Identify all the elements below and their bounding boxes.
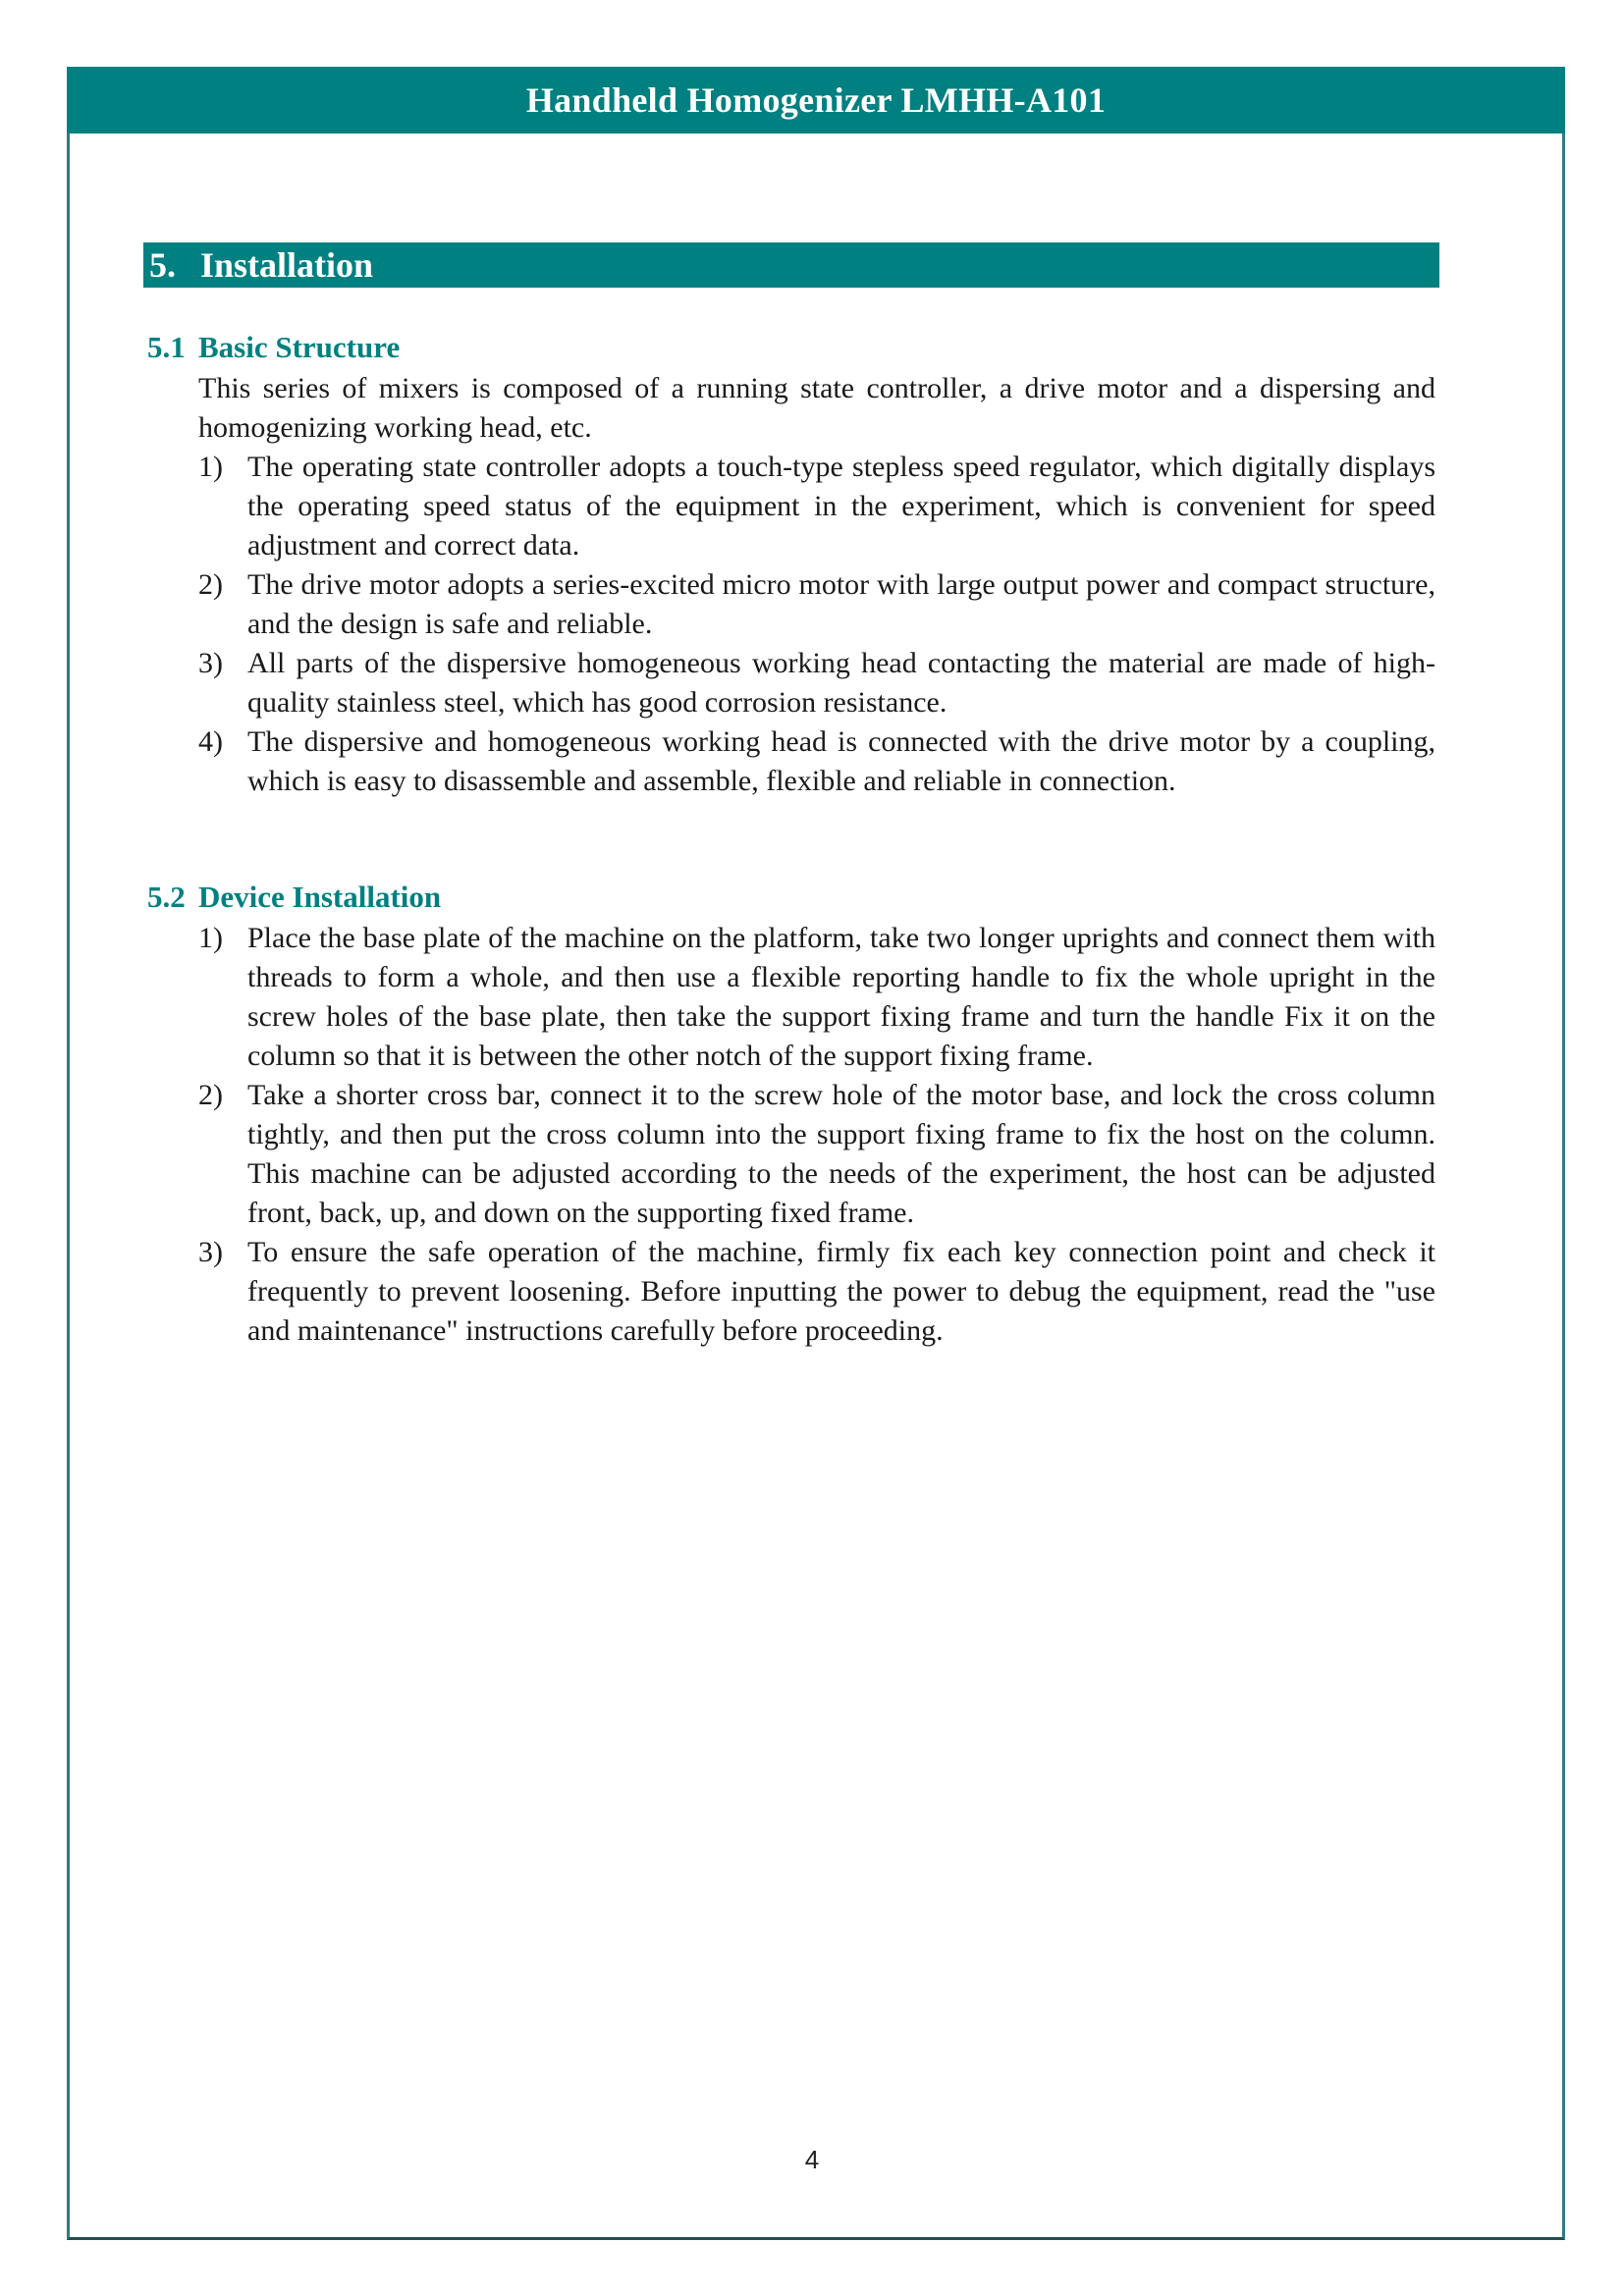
list-item [198, 644, 1435, 722]
subsection-heading-basic-structure [147, 330, 400, 365]
device-installation-list [198, 919, 1435, 1351]
list-item-number: 4) [198, 725, 223, 758]
subsection-heading-device-installation [147, 880, 441, 915]
list-item [198, 919, 1435, 1076]
list-item-text: The operating state controller adopts a touch-type stepless speed regulator, which digitally displays the operating speed status of the equipment in the experiment, which is convenient for speed adjustment and correct data. [247, 451, 1435, 561]
document-title: Handheld Homogenizer LMHH-A101 [525, 80, 1107, 120]
basic-structure-list [198, 448, 1435, 801]
subsection-title: Basic Structure [198, 330, 401, 364]
list-item-text: The dispersive and homogeneous working head is connected with the drive motor by a coupling, which is easy to disassemble and assemble, flexible and reliable in connection. [247, 725, 1435, 797]
subsection-number: 5.1 [147, 330, 186, 364]
list-item-number: 2) [198, 1079, 223, 1111]
list-item-number: 1) [198, 451, 223, 483]
subsection-number: 5.2 [147, 880, 186, 914]
basic-structure-intro: This series of mixers is composed of a running state controller, a drive motor and a dispersing and homogenizing working head, etc. [198, 372, 1435, 444]
list-item-text: To ensure the safe operation of the machine, firmly fix each key connection point and check it frequently to prevent loosening. Before inputting the power to debug the equipment, read the "use and maintenance" instructions carefully before proceeding. [247, 1236, 1435, 1347]
list-item [198, 1076, 1435, 1233]
subsection-title: Device Installation [198, 880, 442, 914]
section-heading [143, 242, 1439, 288]
section-title: Installation [200, 245, 374, 285]
page-number: 4 [804, 2145, 820, 2174]
list-item [198, 448, 1435, 565]
list-item-text: Place the base plate of the machine on the platform, take two longer uprights and connect them with threads to form a whole, and then use a flexible reporting handle to fix the whole upright in the screw holes of the base plate, then take the support fixing frame and turn the handle Fix it on the column so that it is between the other notch of the support fixing frame. [247, 922, 1435, 1072]
list-item-number: 1) [198, 922, 223, 954]
list-item-number: 3) [198, 1236, 223, 1268]
document-header [67, 67, 1565, 133]
list-item-text: Take a shorter cross bar, connect it to the screw hole of the motor base, and lock the cross column tightly, and then put the cross column into the support fixing frame to fix the host on the column. This machine can be adjusted according to the needs of the experiment, the host can be adjusted front, back, up, and down on the supporting fixed frame. [247, 1079, 1435, 1229]
list-item-text: The drive motor adopts a series-excited micro motor with large output power and compact structure, and the design is safe and reliable. [247, 568, 1435, 640]
list-item-text: All parts of the dispersive homogeneous working head contacting the material are made of high-quality stainless steel, which has good corrosion resistance. [247, 647, 1435, 719]
list-item [198, 722, 1435, 801]
list-item-number: 2) [198, 568, 223, 601]
list-item [198, 565, 1435, 644]
list-item-number: 3) [198, 647, 223, 679]
list-item [198, 1233, 1435, 1351]
section-number: 5. [149, 245, 176, 285]
